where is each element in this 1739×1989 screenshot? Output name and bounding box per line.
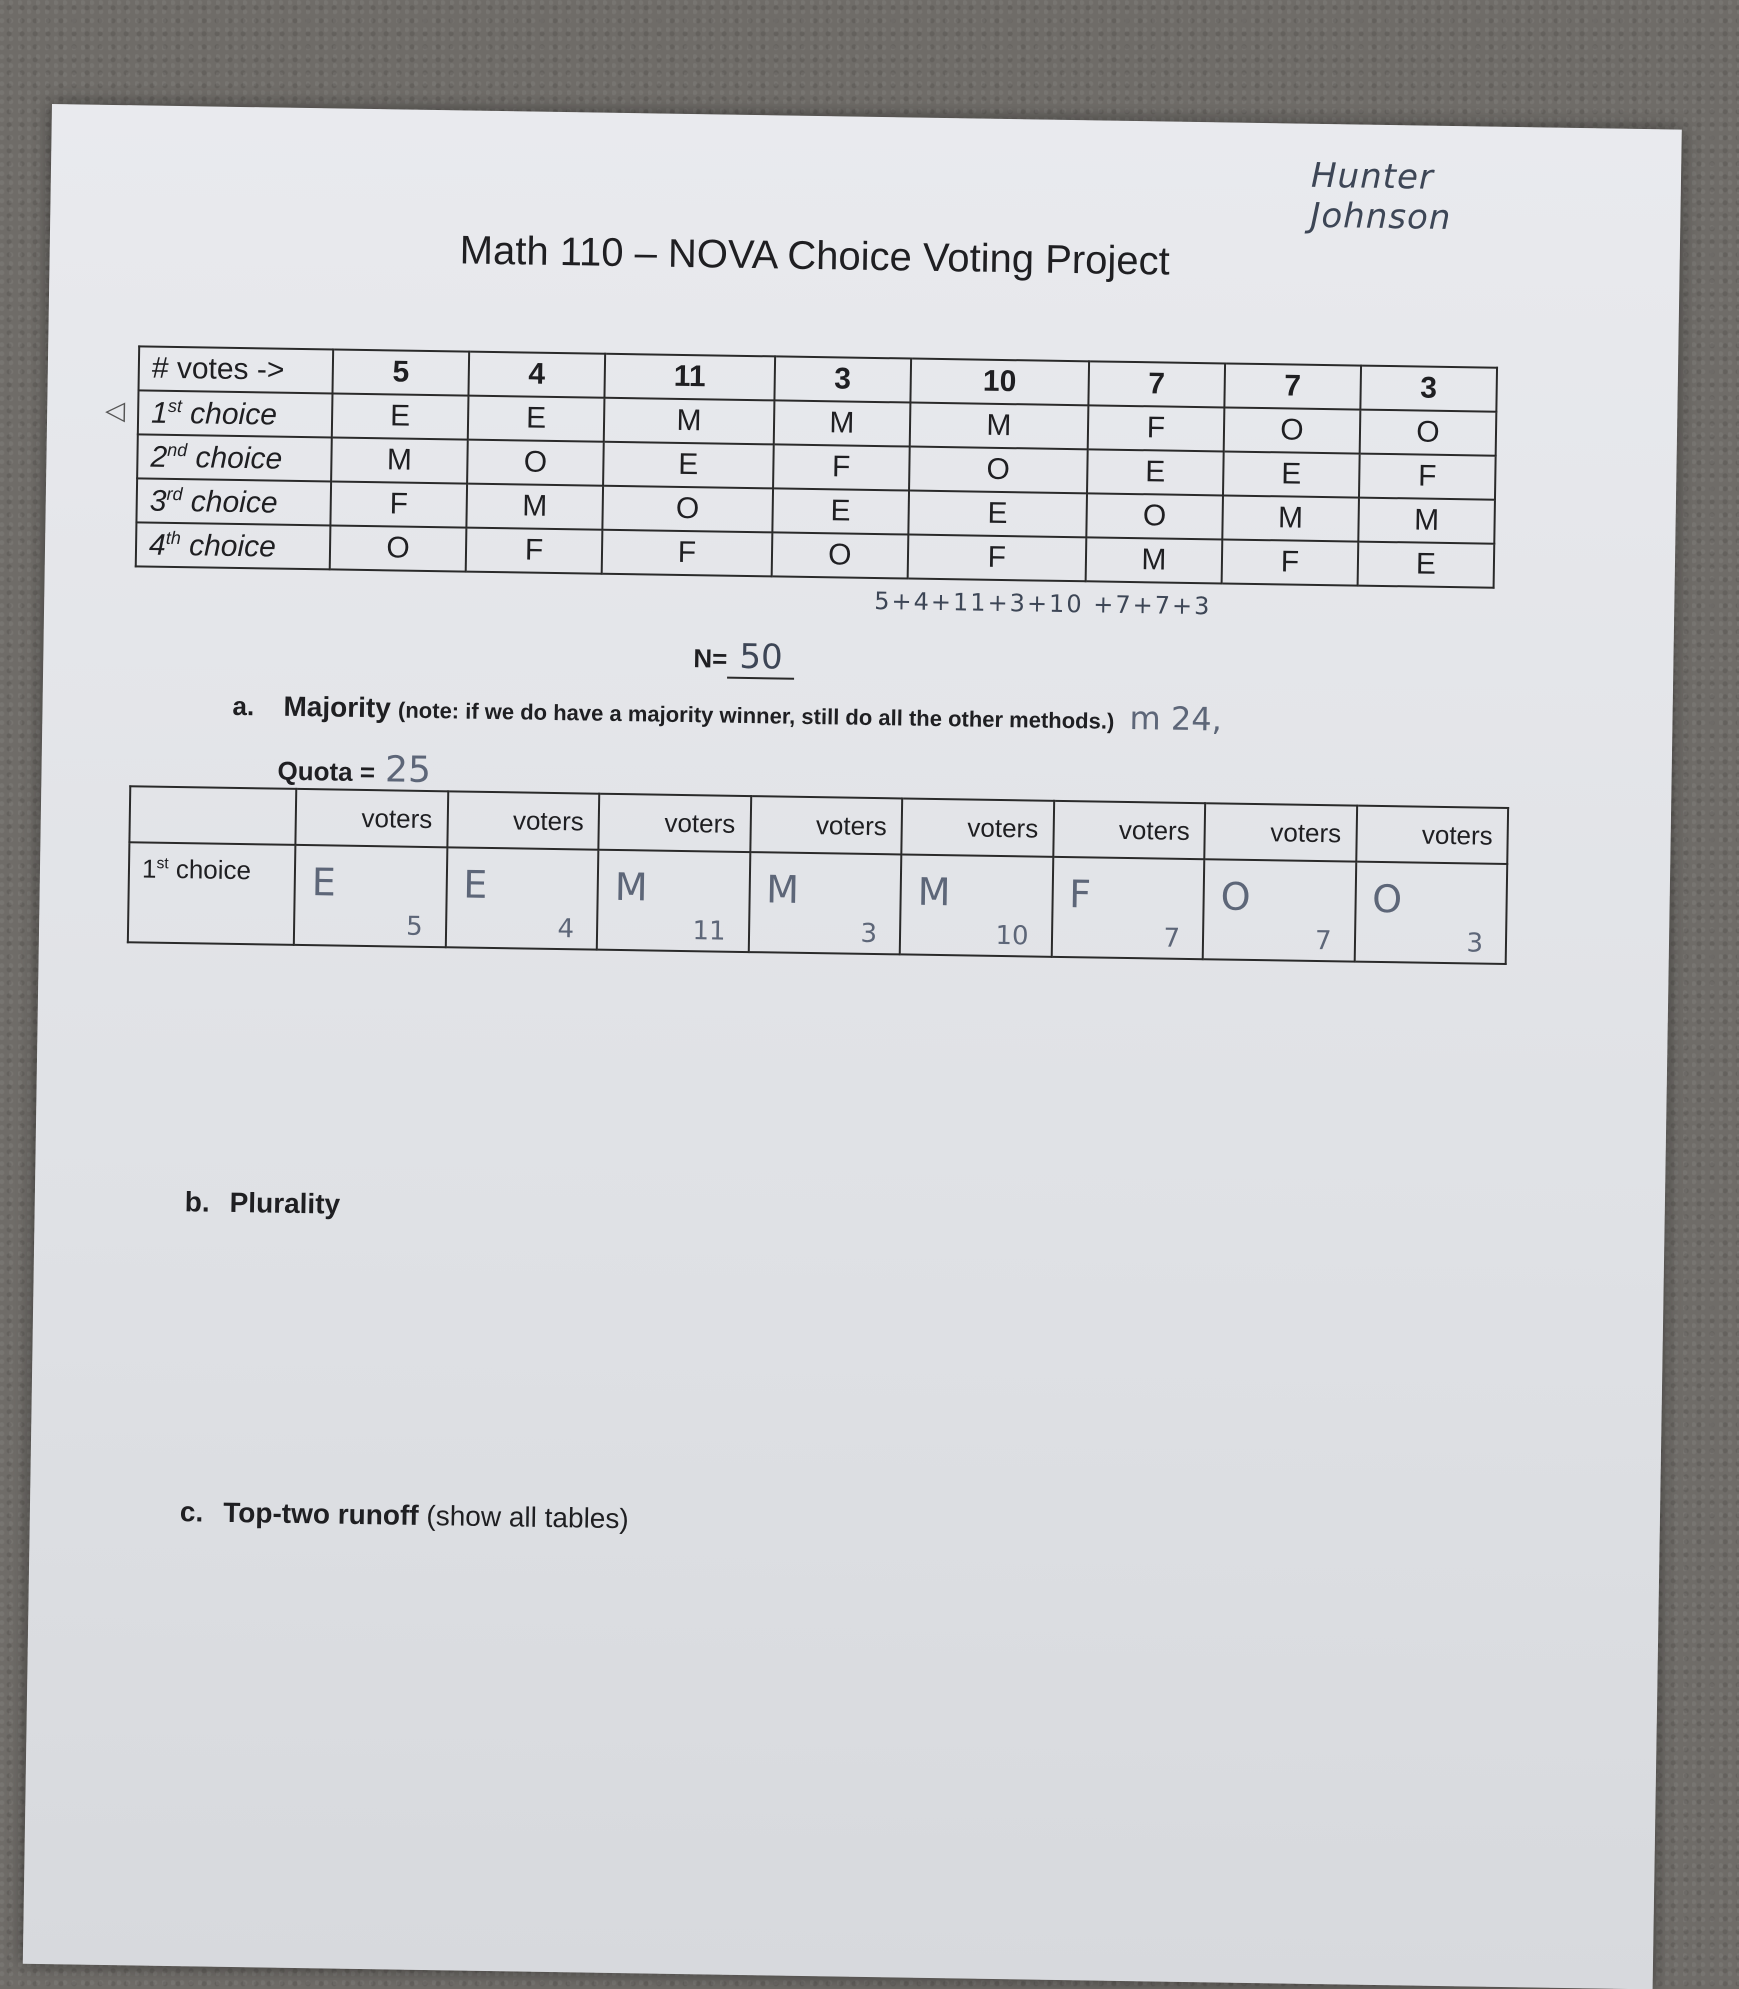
- votes-cell: 11: [604, 354, 774, 401]
- voters-header-cell: [1356, 806, 1508, 864]
- vote-count: 10: [995, 920, 1029, 952]
- section-c-heading: Top-two runoff: [223, 1496, 419, 1531]
- first-choice-cell: [748, 852, 901, 954]
- row-label-votes: # votes ->: [139, 346, 334, 393]
- voters-label: voters: [664, 807, 736, 839]
- candidate: E: [462, 862, 488, 907]
- votes-cell: 4: [468, 352, 605, 398]
- voters-header-cell: [447, 791, 599, 849]
- choice-cell: F: [1359, 454, 1496, 500]
- choice-cell: M: [1086, 537, 1223, 583]
- candidate: M: [917, 869, 951, 915]
- vote-count: 7: [1163, 923, 1181, 954]
- candidate: M: [614, 864, 648, 910]
- choice-cell: M: [774, 400, 911, 446]
- candidate: M: [765, 867, 800, 912]
- quota-label: Quota =: [277, 755, 376, 788]
- voters-header-cell: [750, 796, 902, 854]
- voters-header-cell: [901, 798, 1053, 856]
- section-a-letter: a.: [232, 690, 255, 722]
- candidate: O: [1371, 876, 1403, 922]
- candidate: F: [1068, 872, 1092, 917]
- choice-cell: F: [330, 481, 467, 527]
- section-c-letter: c.: [179, 1496, 204, 1528]
- voters-label: voters: [512, 804, 585, 836]
- n-value: 50: [727, 637, 795, 680]
- voters-label: voters: [1118, 814, 1190, 846]
- votes-cell: 7: [1224, 363, 1361, 409]
- section-majority: [232, 685, 1222, 739]
- vote-count: 11: [692, 916, 726, 947]
- choice-cell: E: [1087, 449, 1224, 495]
- author-last-name: Johnson: [1310, 195, 1452, 238]
- choice-cell: O: [1224, 407, 1361, 453]
- choice-cell: E: [1223, 451, 1360, 497]
- first-choice-cell: [445, 847, 598, 949]
- majority-answer: m 24,: [1129, 699, 1223, 739]
- choice-cell: M: [910, 403, 1089, 450]
- vote-count: 7: [1314, 925, 1332, 957]
- preference-schedule-table: [135, 345, 1498, 588]
- choice-cell: O: [1086, 493, 1223, 539]
- voters-label: voters: [967, 811, 1039, 844]
- choice-cell: E: [468, 396, 605, 442]
- choice-cell: O: [1360, 410, 1497, 456]
- choice-cell: O: [467, 440, 604, 486]
- voters-label: voters: [1270, 816, 1342, 848]
- first-choice-cell: [294, 845, 447, 947]
- row-label-second-choice: 2nd choice: [137, 434, 332, 481]
- row-label-fourth-choice: 4th choice: [136, 522, 331, 569]
- worksheet-paper: [23, 104, 1682, 1989]
- choice-cell: M: [1222, 495, 1359, 541]
- voters-header-cell: [295, 789, 447, 847]
- votes-cell: 10: [910, 359, 1089, 406]
- first-choice-cell: [1203, 859, 1356, 961]
- first-choice-cell: [1051, 857, 1204, 959]
- votes-cell: 5: [332, 349, 469, 395]
- first-choice-cell: [1354, 862, 1507, 964]
- choice-cell: M: [466, 484, 603, 530]
- voters-header-cell: [1204, 803, 1356, 861]
- quota-value: 25: [384, 749, 432, 792]
- choice-cell: E: [1358, 542, 1495, 588]
- handwritten-sum-work: 5+4+11+3+10 +7+7+3: [874, 586, 1212, 621]
- votes-cell: 3: [774, 356, 911, 402]
- choice-cell: F: [1222, 539, 1359, 585]
- first-choice-cell: [900, 854, 1053, 956]
- page-title: Math 110 – NOVA Choice Voting Project: [459, 228, 1171, 284]
- row-label-first-choice: 1st choice: [128, 842, 296, 945]
- arrow-mark-icon: ◁: [104, 394, 126, 426]
- votes-cell: 7: [1088, 361, 1225, 407]
- candidate: E: [311, 860, 337, 905]
- choice-cell: M: [604, 398, 774, 445]
- section-a-note: (note: if we do have a majority winner, still do all the other methods.): [397, 697, 1115, 734]
- first-choice-cell: [597, 850, 750, 952]
- vote-count: 4: [557, 914, 575, 945]
- row-label-third-choice: 3rd choice: [136, 478, 331, 525]
- first-choice-data-row: [128, 842, 1507, 964]
- votes-cell: 3: [1360, 366, 1497, 412]
- section-top-two-runoff: [180, 1496, 629, 1535]
- choice-cell: O: [602, 486, 772, 533]
- section-b-letter: b.: [184, 1186, 210, 1218]
- choice-cell: O: [909, 447, 1088, 494]
- total-voters-line: [693, 636, 795, 680]
- voters-label: voters: [1421, 819, 1493, 851]
- voters-label: voters: [815, 809, 888, 841]
- choice-cell: E: [772, 488, 909, 534]
- choice-cell: O: [330, 525, 467, 571]
- choice-cell: E: [332, 393, 469, 439]
- section-plurality: [185, 1186, 341, 1220]
- handwritten-author-name: [1310, 156, 1511, 239]
- voters-label: voters: [361, 802, 433, 834]
- choice-cell: O: [771, 532, 908, 578]
- section-a-heading: Majority: [283, 690, 392, 724]
- choice-cell: E: [908, 491, 1087, 538]
- choice-cell: M: [1358, 498, 1495, 544]
- author-first-name: Hunter: [1310, 155, 1435, 198]
- blank-header-cell: [129, 786, 296, 845]
- row-label-first-choice: 1st choice: [138, 390, 333, 437]
- section-b-heading: Plurality: [229, 1186, 341, 1220]
- vote-count: 5: [405, 911, 423, 942]
- first-choice-table: [127, 785, 1509, 965]
- voters-header-cell: [1053, 801, 1205, 859]
- quota-line: [277, 748, 431, 791]
- choice-cell: F: [907, 535, 1086, 582]
- section-c-note: (show all tables): [426, 1500, 629, 1535]
- candidate: O: [1220, 874, 1251, 919]
- choice-cell: F: [602, 530, 772, 577]
- choice-cell: E: [603, 442, 773, 489]
- choice-cell: F: [1088, 405, 1225, 451]
- choice-cell: F: [773, 444, 910, 490]
- vote-count: 3: [1466, 928, 1484, 959]
- vote-count: 3: [860, 918, 878, 950]
- voters-header-cell: [598, 794, 750, 852]
- choice-cell: M: [331, 437, 468, 483]
- n-label: N=: [693, 643, 728, 674]
- choice-cell: F: [466, 528, 603, 574]
